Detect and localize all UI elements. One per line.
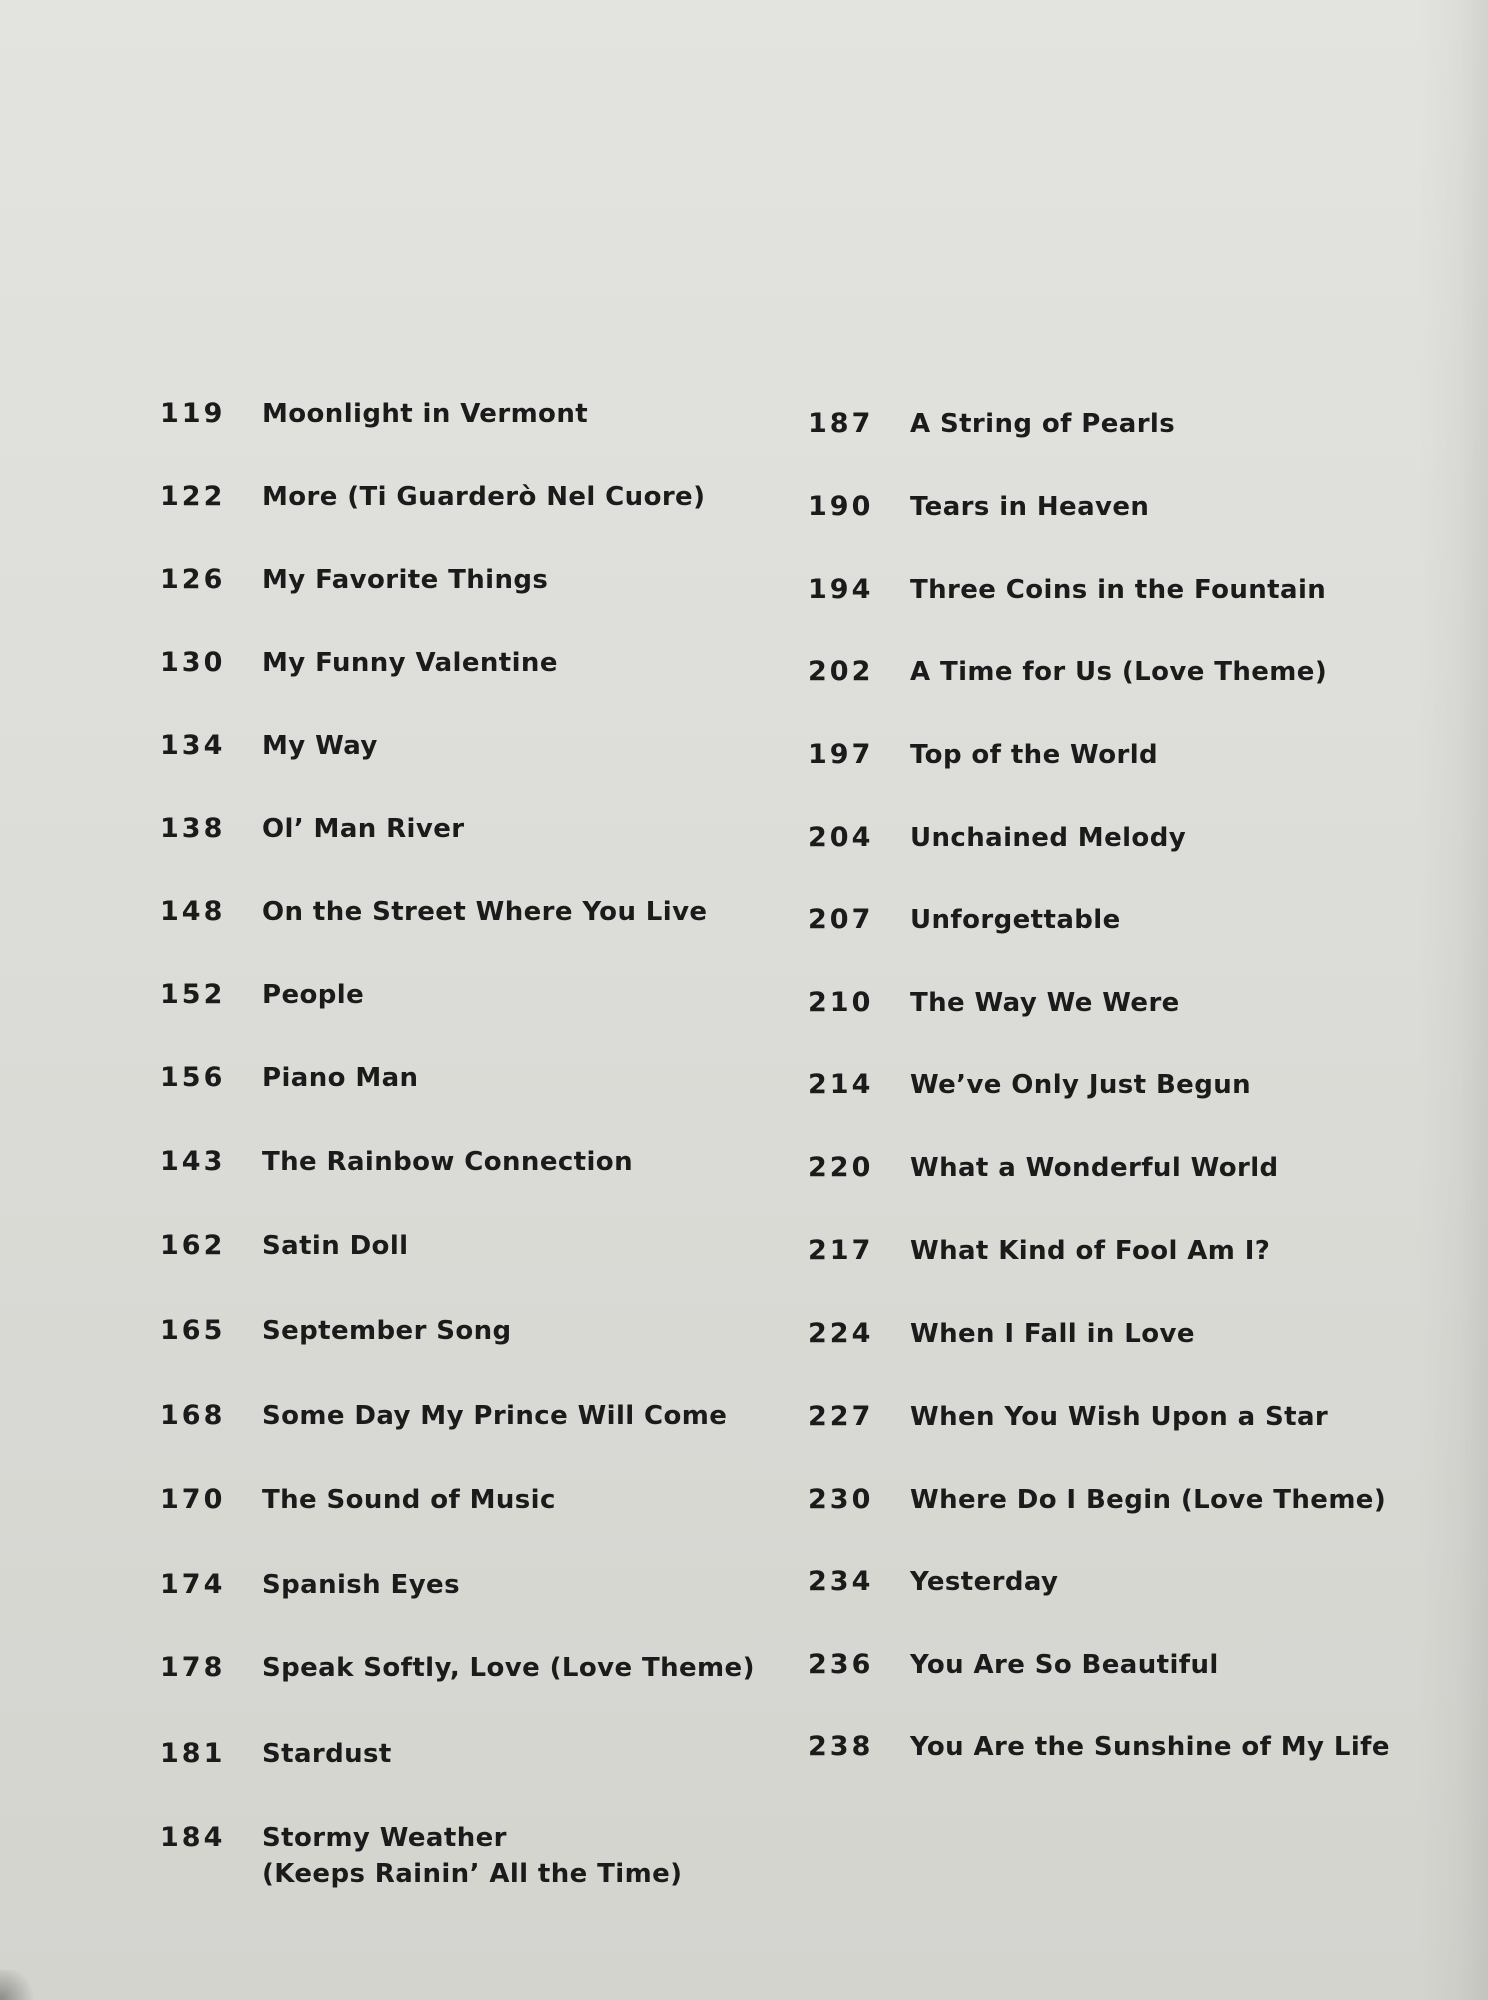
page-number: 184 (160, 1822, 226, 1853)
page-number: 238 (808, 1731, 874, 1762)
song-title: A Time for Us (Love Theme) (910, 657, 1328, 687)
song-title: What a Wonderful World (910, 1153, 1279, 1183)
song-title: More (Ti Guarderò Nel Cuore) (262, 482, 706, 512)
song-title: Where Do I Begin (Love Theme) (910, 1485, 1387, 1515)
song-title (262, 1820, 682, 1892)
toc-entry (160, 1398, 727, 1434)
toc-entry (160, 1482, 556, 1518)
page-number: 230 (808, 1484, 874, 1515)
song-title: My Way (262, 731, 378, 761)
song-title: A String of Pearls (910, 409, 1176, 439)
toc-entry (160, 1060, 418, 1096)
page-number: 134 (160, 730, 226, 761)
song-title-line: Stormy Weather (262, 1823, 507, 1853)
song-title: Yesterday (910, 1567, 1059, 1597)
song-title: My Favorite Things (262, 565, 549, 595)
song-title: Stardust (262, 1739, 392, 1769)
toc-entry (160, 1313, 512, 1349)
toc-entry (808, 737, 1158, 773)
song-title: Some Day My Prince Will Come (262, 1401, 728, 1431)
song-title: People (262, 980, 365, 1010)
song-title: You Are So Beautiful (910, 1650, 1219, 1680)
toc-entry (808, 820, 1186, 856)
toc-entry (808, 1233, 1270, 1269)
page-number: 190 (808, 491, 874, 522)
song-title: September Song (262, 1316, 512, 1346)
song-title: Ol’ Man River (262, 814, 465, 844)
toc-entry (808, 1150, 1279, 1186)
toc-entry (808, 985, 1180, 1021)
toc-entry (160, 894, 707, 930)
page-number: 187 (808, 408, 874, 439)
song-title: The Sound of Music (262, 1485, 556, 1515)
song-title: Speak Softly, Love (Love Theme) (262, 1653, 755, 1683)
page-number: 130 (160, 647, 226, 678)
page-number: 220 (808, 1152, 874, 1183)
page-number: 202 (808, 656, 874, 687)
toc-entry (160, 1567, 460, 1603)
page-number: 204 (808, 822, 874, 853)
toc-entry (808, 406, 1175, 442)
toc-entry (160, 1820, 682, 1892)
toc-entry (808, 489, 1149, 525)
page-number: 197 (808, 739, 874, 770)
toc-entry (160, 811, 464, 847)
toc-entry (808, 654, 1327, 690)
toc-entry (808, 902, 1121, 938)
toc-entry (808, 1399, 1328, 1435)
page-number: 170 (160, 1484, 226, 1515)
song-title: Three Coins in the Fountain (910, 575, 1327, 605)
page-number: 143 (160, 1146, 226, 1177)
toc-entry (808, 1647, 1219, 1683)
song-title: We’ve Only Just Begun (910, 1070, 1252, 1100)
page-number: 138 (160, 813, 226, 844)
page-number: 207 (808, 904, 874, 935)
page-number: 227 (808, 1401, 874, 1432)
song-title: My Funny Valentine (262, 648, 558, 678)
song-title: Unchained Melody (910, 823, 1187, 853)
page-number: 214 (808, 1069, 874, 1100)
page-number: 162 (160, 1230, 226, 1261)
song-title: When I Fall in Love (910, 1319, 1195, 1349)
song-title: You Are the Sunshine of My Life (910, 1732, 1390, 1762)
corner-shadow (0, 1970, 40, 2000)
toc-entry (808, 1067, 1251, 1103)
page-number: 152 (160, 979, 226, 1010)
toc-entry (160, 645, 558, 681)
song-title: Unforgettable (910, 905, 1121, 935)
toc-entry (160, 1144, 633, 1180)
page-number: 148 (160, 896, 226, 927)
toc-entry (160, 479, 705, 515)
toc-entry (808, 1564, 1058, 1600)
page-number: 122 (160, 481, 226, 512)
toc-entry (160, 1736, 392, 1772)
toc-entry (160, 1650, 755, 1686)
page-number: 178 (160, 1652, 226, 1683)
page-number: 156 (160, 1062, 226, 1093)
toc-entry (808, 1482, 1386, 1518)
toc-entry (808, 572, 1326, 608)
song-title: The Rainbow Connection (262, 1147, 633, 1177)
page-number: 165 (160, 1315, 226, 1346)
toc-entry (160, 562, 548, 598)
song-title: When You Wish Upon a Star (910, 1402, 1329, 1432)
toc-entry (160, 1228, 408, 1264)
page-number: 181 (160, 1738, 226, 1769)
song-title: Tears in Heaven (910, 492, 1150, 522)
toc-entry (160, 396, 588, 432)
toc-entry (160, 977, 364, 1013)
page-number: 119 (160, 398, 226, 429)
song-title: Moonlight in Vermont (262, 399, 589, 429)
toc-entry (808, 1729, 1390, 1765)
page-edge-shadow (1418, 0, 1488, 2000)
song-title: The Way We Were (910, 988, 1180, 1018)
song-title: On the Street Where You Live (262, 897, 708, 927)
page-number: 174 (160, 1569, 226, 1600)
song-title: Top of the World (910, 740, 1159, 770)
song-title: What Kind of Fool Am I? (910, 1236, 1271, 1266)
page-number: 194 (808, 574, 874, 605)
page-number: 168 (160, 1400, 226, 1431)
page-number: 217 (808, 1235, 874, 1266)
page-number: 234 (808, 1566, 874, 1597)
page-number: 224 (808, 1318, 874, 1349)
page-number: 210 (808, 987, 874, 1018)
song-title: Spanish Eyes (262, 1570, 460, 1600)
toc-entry (160, 728, 378, 764)
page-number: 236 (808, 1649, 874, 1680)
song-title: Satin Doll (262, 1231, 409, 1261)
song-title-line: (Keeps Rainin’ All the Time) (262, 1859, 683, 1889)
toc-entry (808, 1316, 1195, 1352)
song-title: Piano Man (262, 1063, 419, 1093)
page-number: 126 (160, 564, 226, 595)
